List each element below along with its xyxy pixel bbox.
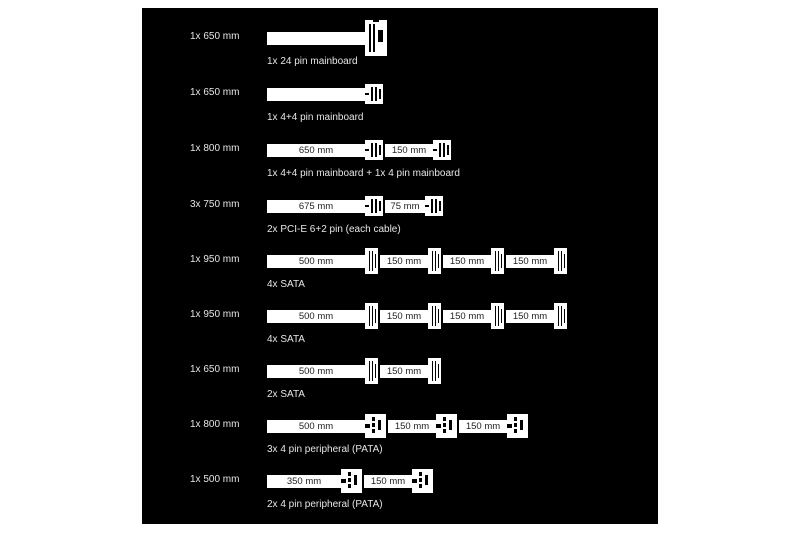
molex-connector-icon (436, 414, 457, 438)
cable-description: 1x 4+4 pin mainboard + 1x 4 pin mainboard (267, 168, 460, 179)
cable-quantity: 1x 800 mm (190, 419, 240, 430)
cable-segment: 150 mm (380, 310, 428, 323)
connector-pin (369, 251, 370, 271)
cable-chain (267, 408, 657, 448)
connector-pin (431, 199, 433, 213)
connector-pin (341, 479, 346, 483)
connector-pin (419, 472, 422, 476)
connector-pin (495, 251, 496, 271)
connector-pin (375, 364, 376, 378)
connector-pin (375, 254, 376, 268)
sata-connector-icon (491, 303, 504, 329)
connector-pin (507, 424, 512, 428)
connector-pin (561, 306, 562, 326)
cable-diagram (142, 8, 658, 524)
cable-description: 3x 4 pin peripheral (PATA) (267, 444, 383, 455)
eps-connector-icon (365, 196, 383, 216)
cable-description: 2x 4 pin peripheral (PATA) (267, 499, 383, 510)
connector-pin (373, 20, 379, 22)
connector-pin (378, 30, 383, 42)
connector-pin (371, 199, 373, 213)
eps-connector-icon (365, 140, 383, 160)
connector-pin (443, 429, 446, 433)
cable-segment: 500 mm (267, 310, 365, 323)
cable-segment: 150 mm (380, 255, 428, 268)
cable-description: 4x SATA (267, 279, 305, 290)
connector-pin (514, 423, 517, 427)
eps-connector-icon (425, 196, 443, 216)
cable-segment: 150 mm (385, 144, 433, 157)
cable-chain (267, 188, 657, 228)
cable-segment: 150 mm (380, 365, 428, 378)
connector-pin (501, 254, 502, 268)
connector-pin (438, 254, 439, 268)
cable-segment: 75 mm (385, 200, 425, 213)
cable-segment: 650 mm (267, 144, 365, 157)
connector-pin (379, 201, 381, 211)
connector-pin (373, 24, 375, 52)
connector-pin (443, 423, 446, 427)
connector-pin (439, 201, 441, 211)
connector-pin (498, 306, 499, 326)
connector-pin (379, 89, 381, 99)
connector-pin (438, 309, 439, 323)
connector-pin (439, 143, 441, 157)
sata-connector-icon (428, 303, 441, 329)
connector-pin (501, 309, 502, 323)
connector-pin (419, 484, 422, 488)
connector-pin (371, 143, 373, 157)
cable-row (142, 188, 658, 235)
connector-pin (419, 478, 422, 482)
connector-pin (372, 423, 375, 427)
sata-connector-icon (491, 248, 504, 274)
connector-pin (378, 420, 381, 430)
connector-pin (425, 475, 428, 485)
connector-pin (435, 251, 436, 271)
cable-description: 4x SATA (267, 334, 305, 345)
cable-row (142, 132, 658, 179)
cable-segment: 500 mm (267, 255, 365, 268)
cable-segment: 150 mm (388, 420, 436, 433)
cable-quantity: 1x 650 mm (190, 87, 240, 98)
molex-connector-icon (412, 469, 433, 493)
connector-pin (558, 251, 559, 271)
cable-segment: 150 mm (506, 310, 554, 323)
connector-pin (375, 199, 377, 213)
connector-pin (447, 145, 449, 155)
molex-connector-icon (365, 414, 386, 438)
connector-pin (435, 199, 437, 213)
connector-pin (369, 306, 370, 326)
connector-pin (438, 364, 439, 378)
connector-pin (432, 306, 433, 326)
connector-pin (375, 143, 377, 157)
connector-pin (432, 361, 433, 381)
cable-row (142, 353, 658, 400)
connector-pin (365, 205, 369, 207)
connector-pin (372, 251, 373, 271)
connector-pin (564, 254, 565, 268)
connector-pin (435, 306, 436, 326)
sata-connector-icon (554, 303, 567, 329)
connector-pin (365, 424, 370, 428)
sata-connector-icon (554, 248, 567, 274)
cable-row (142, 298, 658, 345)
cable-segment (267, 32, 365, 45)
connector-pin (372, 429, 375, 433)
connector-pin (435, 361, 436, 381)
sata-connector-icon (365, 358, 378, 384)
cable-chain (267, 298, 657, 338)
connector-pin (348, 484, 351, 488)
connector-pin (369, 361, 370, 381)
connector-pin (443, 143, 445, 157)
eps-connector-icon (433, 140, 451, 160)
cable-row (142, 76, 658, 123)
connector-pin (433, 149, 437, 151)
cable-description: 2x SATA (267, 389, 305, 400)
cable-row (142, 463, 658, 510)
connector-pin (375, 87, 377, 101)
connector-pin (369, 24, 371, 52)
cable-segment: 350 mm (267, 475, 341, 488)
connector-pin (372, 417, 375, 421)
cable-quantity: 1x 650 mm (190, 364, 240, 375)
sata-connector-icon (365, 248, 378, 274)
cable-quantity: 3x 750 mm (190, 199, 240, 210)
connector-pin (432, 251, 433, 271)
connector-pin (514, 417, 517, 421)
connector-pin (561, 251, 562, 271)
connector-pin (379, 145, 381, 155)
cable-chain (267, 132, 657, 172)
connector-pin (520, 420, 523, 430)
connector-pin (564, 309, 565, 323)
cable-segment (267, 88, 365, 101)
molex-connector-icon (341, 469, 362, 493)
eps-connector-icon (365, 84, 383, 104)
cable-description: 2x PCI-E 6+2 pin (each cable) (267, 224, 401, 235)
connector-pin (558, 306, 559, 326)
cable-description: 1x 4+4 pin mainboard (267, 112, 364, 123)
24pin-connector-icon (365, 20, 387, 56)
connector-pin (372, 306, 373, 326)
connector-pin (514, 429, 517, 433)
cable-row (142, 408, 658, 455)
sata-connector-icon (428, 358, 441, 384)
cable-chain (267, 353, 657, 393)
cable-quantity: 1x 950 mm (190, 309, 240, 320)
connector-pin (371, 87, 373, 101)
cable-segment: 150 mm (459, 420, 507, 433)
cable-row (142, 20, 658, 67)
connector-pin (495, 306, 496, 326)
cable-quantity: 1x 500 mm (190, 474, 240, 485)
connector-pin (449, 420, 452, 430)
cable-segment: 500 mm (267, 420, 365, 433)
connector-pin (436, 424, 441, 428)
cable-segment: 150 mm (443, 310, 491, 323)
connector-pin (365, 93, 369, 95)
cable-quantity: 1x 950 mm (190, 254, 240, 265)
cable-segment: 150 mm (506, 255, 554, 268)
connector-pin (412, 479, 417, 483)
sata-connector-icon (365, 303, 378, 329)
cable-segment: 675 mm (267, 200, 365, 213)
connector-pin (372, 361, 373, 381)
cable-chain (267, 243, 657, 283)
connector-pin (365, 149, 369, 151)
cable-segment: 150 mm (364, 475, 412, 488)
cable-chain (267, 20, 657, 60)
connector-pin (443, 417, 446, 421)
cable-description: 1x 24 pin mainboard (267, 56, 358, 67)
connector-pin (354, 475, 357, 485)
connector-pin (425, 205, 429, 207)
connector-pin (348, 478, 351, 482)
molex-connector-icon (507, 414, 528, 438)
connector-pin (348, 472, 351, 476)
cable-chain (267, 463, 657, 503)
sata-connector-icon (428, 248, 441, 274)
cable-quantity: 1x 650 mm (190, 31, 240, 42)
connector-pin (375, 309, 376, 323)
cable-quantity: 1x 800 mm (190, 143, 240, 154)
cable-segment: 500 mm (267, 365, 365, 378)
cable-row (142, 243, 658, 290)
connector-pin (498, 251, 499, 271)
cable-chain (267, 76, 657, 116)
cable-segment: 150 mm (443, 255, 491, 268)
